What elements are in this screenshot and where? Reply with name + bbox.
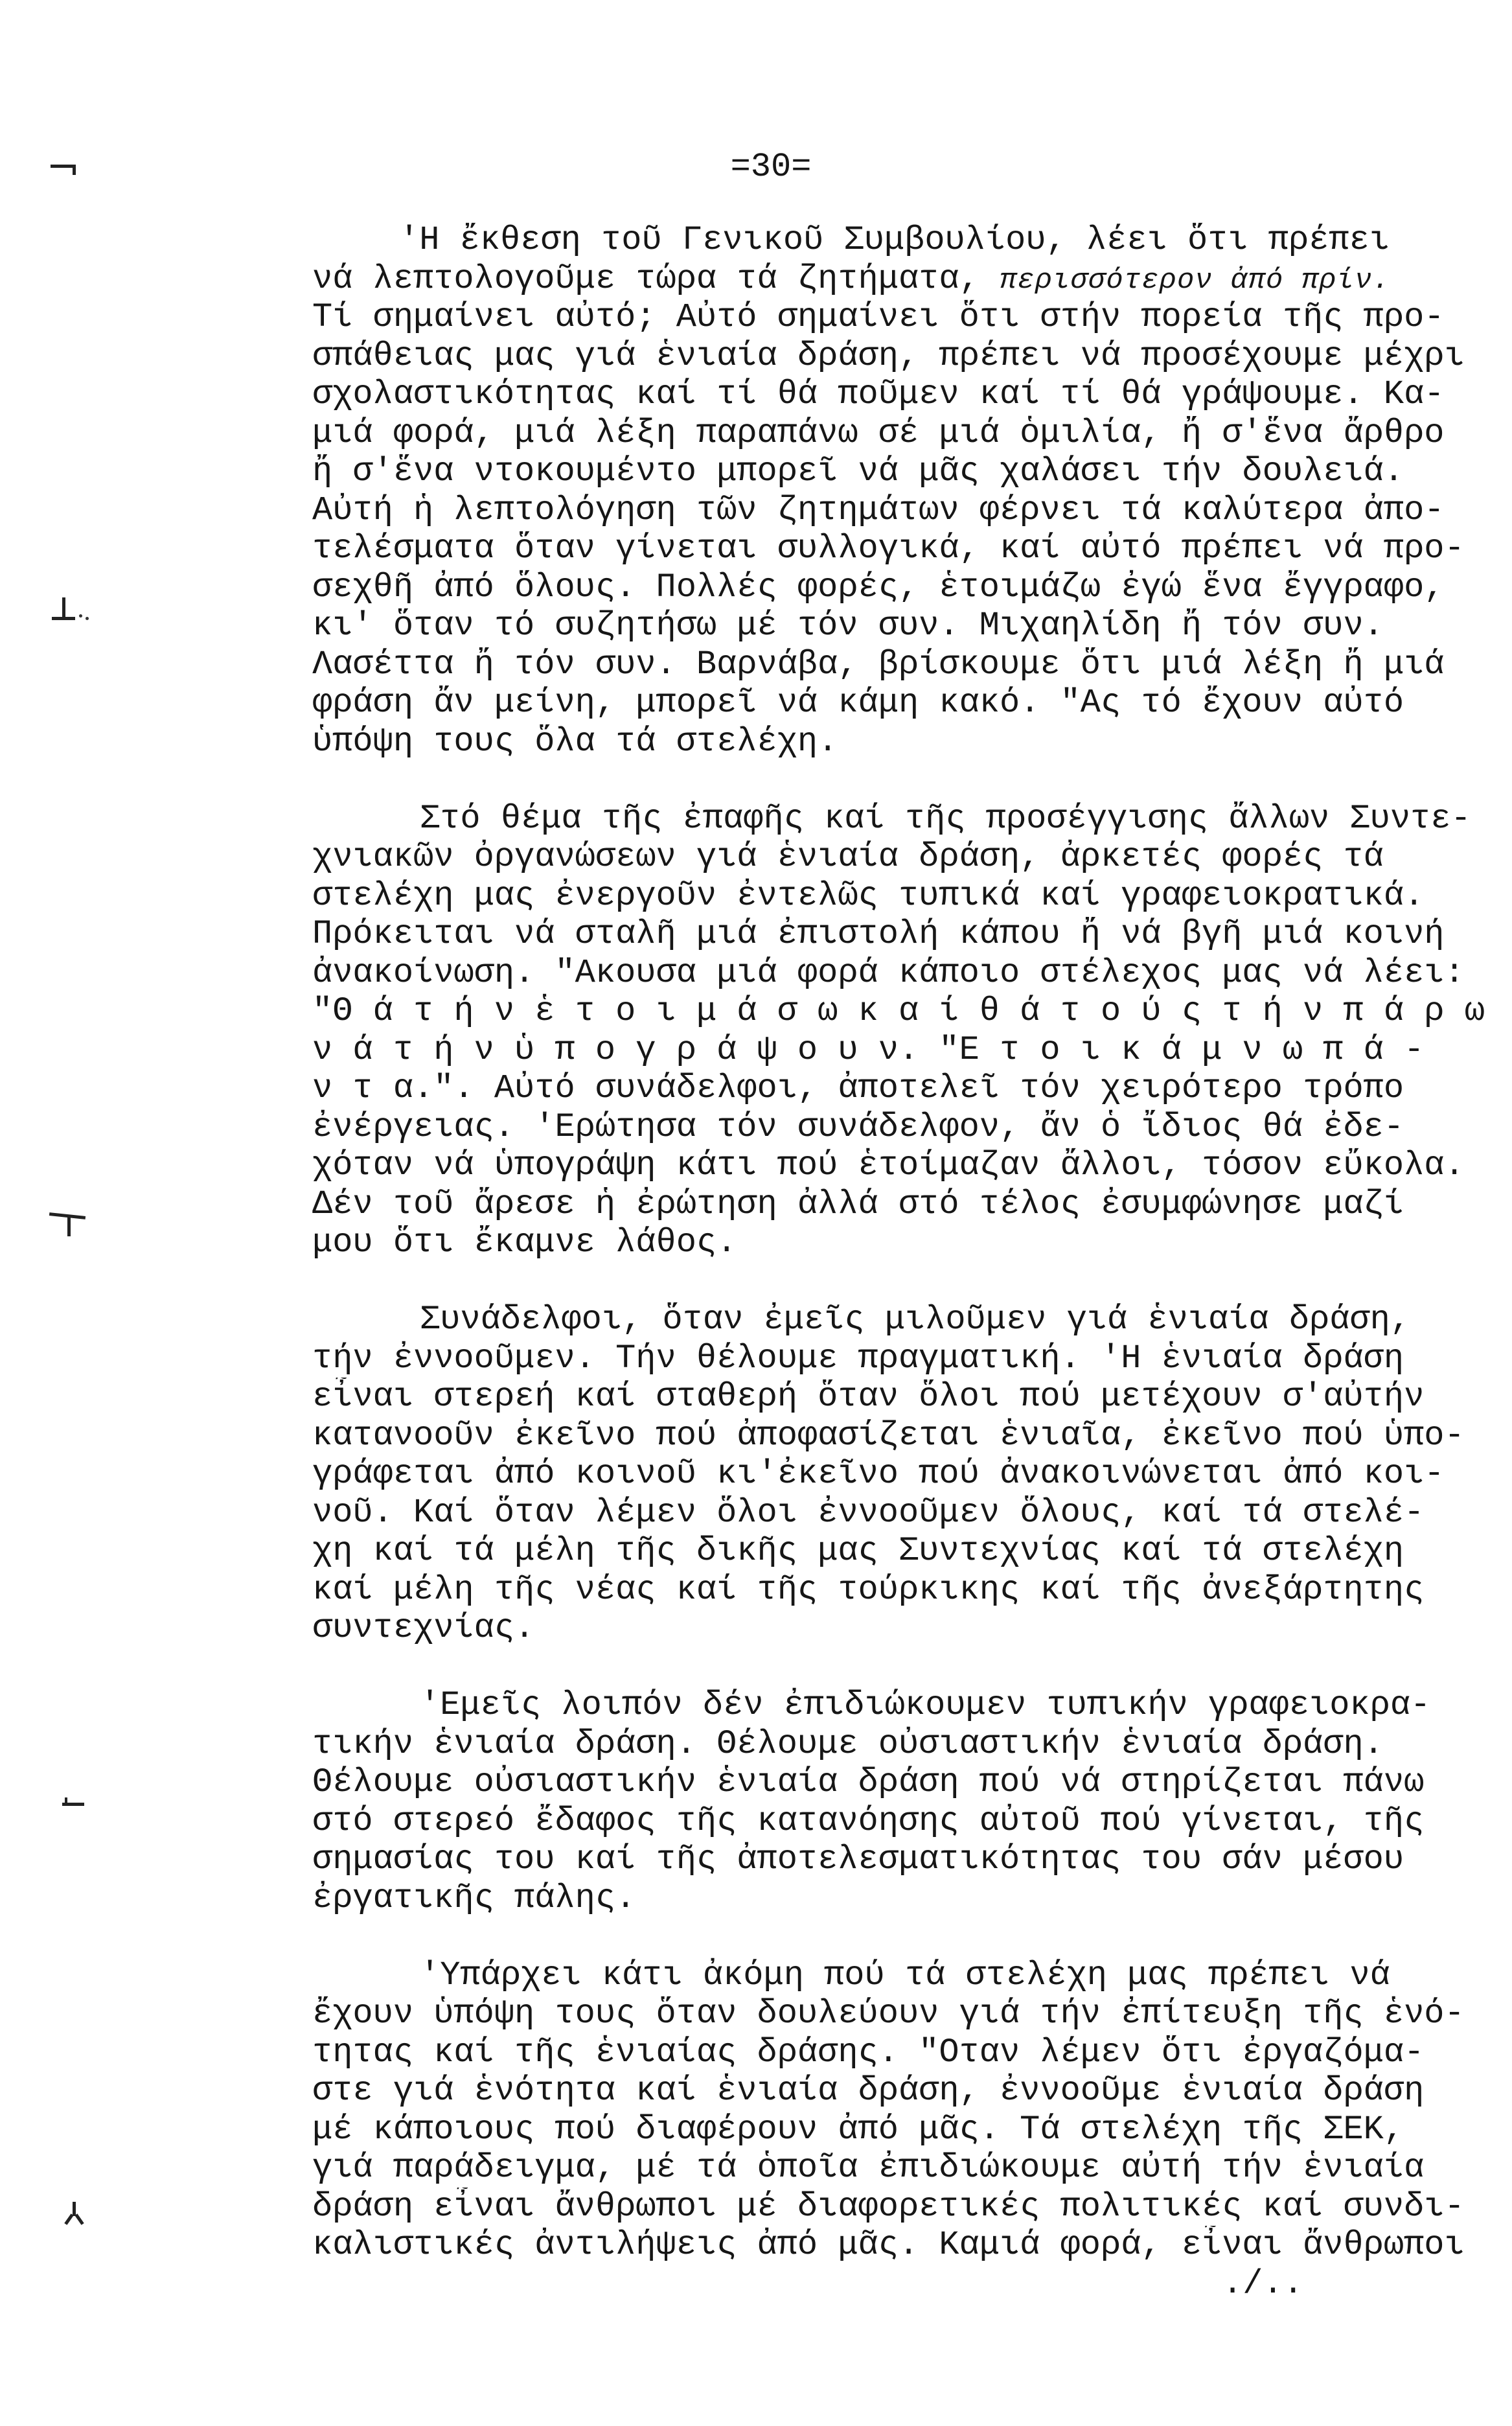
text-line: μέ κάποιους πού διαφέρουν ἀπό μᾶς. Τά στελέχη τῆς ΣΕΚ, [312,2110,1404,2149]
margin-mark-bottom [62,2201,88,2226]
text-line: τελέσματα ὅταν γίνεται συλλογικά, καί αὐτό πρέπει νά προ- [312,529,1465,568]
text-line: 'Εμεῖς λοιπόν δέν ἐπιδιώκουμεν τυπικήν γραφειοκρα- [420,1686,1431,1724]
text-line: ἀνακοίνωση. "Ακουσα μιά φορά κάποιο στέλεχος μας νά λέει: [312,953,1465,992]
text-line: μιά φορά, μιά λέξη παραπάνω σέ μιά ὁμιλία, ἤ σ'ἕνα ἄρθρο [312,413,1445,452]
paragraph [312,1686,1498,1917]
text-line: στό στερεό ἔδαφος τῆς κατανόησης αὐτοῦ πού γίνεται, τῆς [312,1801,1425,1840]
text-line: Λασέττα ἤ τόν συν. Βαρνάβα, βρίσκουμε ὅτι μιά λέξη ἤ μιά [312,645,1445,684]
text-line: Στό θέμα τῆς ἐπαφῆς καί τῆς προσέγγισης ἄλλων Συντε- [420,799,1471,838]
text-line: 'Υπάρχει κάτι ἀκόμη πού τά στελέχη μας πρέπει νά [420,1956,1390,1994]
text-line: κατανοοῦν ἐκεῖνο πού ἀποφασίζεται ἑνιαῖα, ἐκεῖνο πού ὑπο- [312,1416,1465,1455]
text-line-spaced: "Θ ά τ ή ν ἑ τ ο ι μ ά σ ω κ α ί θ ά τ ο ύ ς τ ή ν π ά ρ ω [312,992,1485,1030]
margin-mark-stroke [52,617,75,620]
text-line: Τί σημαίνει αὐτό; Αὐτό σημαίνει ὅτι στήν πορεία τῆς προ- [312,298,1445,336]
margin-mark-stroke [73,165,76,175]
margin-mark-middle [49,1213,88,1239]
text-line: σπάθειας μας γιά ἑνιαία δράση, πρέπει νά προσέχουμε μέχρι [312,336,1465,375]
text-line: 'Η ἔκθεση τοῦ Γενικοῦ Συμβουλίου, λέει ὅτι πρέπει [399,221,1390,259]
paragraph [312,1956,1498,2304]
text-line: καί μέλη τῆς νέας καί τῆς τούρκικης καί τῆς ἀνεξάρτητης [312,1570,1425,1609]
text-line: ἔχουν ὑπόψη τους ὅταν δουλεύουν γιά τήν ἐπίτευξη τῆς ἑνό- [312,1994,1465,2033]
text-line: φράση ἄν μείνη, μπορεῖ νά κάμη κακό. "Ας τό ἔχουν αὐτό [312,684,1404,722]
text-line: Αὐτή ἡ λεπτολόγηση τῶν ζητημάτων φέρνει τά καλύτερα ἀπο- [312,491,1445,529]
text-line: γιά παράδειγμα, μέ τά ὁποῖα ἐπιδιώκουμε αὐτή τήν ἑνιαία [312,2149,1425,2187]
text-line: τητας καί τῆς ἑνιαίας δράσης. "Οταν λέμεν ὅτι ἐργαζόμα- [312,2033,1425,2072]
text-line: χνιακῶν ὀργανώσεων γιά ἑνιαία δράση, ἀρκετές φορές τά [312,838,1384,876]
margin-mark-stroke [51,165,75,168]
margin-mark-stroke [65,1797,67,1804]
text-line: στελέχη μας ἐνεργοῦν ἐντελῶς τυπικά καί γραφειοκρατικά. [312,876,1425,915]
margin-mark-top [51,162,80,178]
inserted-text: περισσότερον ἀπό πρίν. [999,264,1390,297]
text-line: γράφεται ἀπό κοινοῦ κι'ἐκεῖνο πού ἀνακοινώνεται ἀπό κοι- [312,1455,1445,1493]
text-line: νοῦ. Καί ὅταν λέμεν ὅλοι ἐννοοῦμεν ὅλους, καί τά στελέ- [312,1493,1425,1532]
text-line: Δέν τοῦ ἄρεσε ἡ ἐρώτηση ἀλλά στό τέλος ἐσυμφώνησε μαζί [312,1184,1404,1223]
text-line: Συνάδελφοι, ὅταν ἐμεῖς μιλοῦμεν γιά ἑνιαία δράση, [420,1300,1411,1339]
text-line: δράση εἶναι ἄνθρωποι μέ διαφορετικές πολιτικές καί συνδι- [312,2187,1465,2226]
text-line: σχολαστικότητας καί τί θά ποῦμεν καί τί θά γράψουμε. Κα- [312,375,1445,413]
margin-mark-stroke [74,2213,84,2225]
paragraph [312,800,1498,1262]
text-line: καλιστικές ἀντιλήψεις ἀπό μᾶς. Καμιά φορά, εἶναι ἄνθρωποι [312,2226,1465,2264]
text-line-main: νά λεπτολογοῦμε τώρα τά ζητήματα, [312,259,1000,298]
page-number: =30= [730,148,812,186]
document-body [312,221,1498,2303]
continuation-mark: ./.. [1222,2264,1303,2303]
text-line: μου ὅτι ἔκαμνε λάθος. [312,1223,737,1262]
text-line: εἶναι στερεή καί σταθερή ὅταν ὅλοι πού μετέχουν σ'αὐτήν [312,1378,1425,1416]
paragraph [312,221,1498,761]
text-line: σεχθῆ ἀπό ὅλους. Πολλές φορές, ἑτοιμάζω ἐγώ ἕνα ἔγγραφο, [312,568,1445,606]
text-line: ν τ α.". Αὐτό συνάδελφοι, ἀποτελεῖ τόν χειρότερο τρόπο [312,1069,1404,1107]
text-line: σημασίας του καί τῆς ἀποτελεσματικότητας του σάν μέσου [312,1840,1404,1878]
text-line: στε γιά ἑνότητα καί ἑνιαία δράση, ἐννοοῦμε ἑνιαία δράση [312,2072,1425,2110]
text-line: τικήν ἑνιαία δράση. Θέλουμε οὐσιαστικήν ἑνιαία δράση. [312,1724,1384,1763]
text-line: ἐργατικῆς πάλης. [312,1878,636,1917]
text-line: ἐνέργειας. 'Ερώτησα τόν συνάδελφον, ἄν ὁ ἴδιος θά ἐδε- [312,1107,1404,1146]
margin-mark-stroke [67,1217,71,1236]
text-line-spaced: ν ά τ ή ν ὑ π ο γ ρ ά ψ ο υ ν. "Ε τ ο ι κ ά μ ν ω π ά - [312,1030,1425,1069]
text-line: Πρόκειται νά σταλῆ μιά ἐπιστολή κάπου ἤ νά βγῆ μιά κοινή [312,915,1445,953]
text-line: Θέλουμε οὐσιαστικήν ἑνιαία δράση πού νά στηρίζεται πάνω [312,1763,1425,1801]
margin-mark-stroke [64,2213,73,2225]
text-line: ὑπόψη τους ὅλα τά στελέχη. [312,722,838,761]
text-line: χόταν νά ὑπογράψη κάτι πού ἑτοίμαζαν ἄλλοι, τόσον εὔκολα. [312,1146,1465,1184]
margin-mark-stroke [73,2202,76,2216]
margin-mark-lower [62,1797,88,1810]
text-line: τήν ἐννοοῦμεν. Τήν θέλουμε πραγματική. 'Η ἑνιαία δράση [312,1339,1404,1378]
paragraph [312,1300,1498,1648]
margin-mark-dot [86,617,89,620]
text-line: συντεχνίας. [312,1609,535,1647]
text-line [312,260,1498,299]
margin-mark-stroke [62,597,65,618]
margin-mark-dot [79,614,82,618]
text-line: κι' ὅταν τό συζητήσω μέ τόν συν. Μιχαηλίδη ἤ τόν συν. [312,606,1384,645]
text-line: ἤ σ'ἕνα ντοκουμέντο μπορεῖ νά μᾶς χαλάσει τήν δουλειά. [312,452,1404,491]
margin-mark-upper [52,597,91,623]
text-line: χη καί τά μέλη τῆς δικῆς μας Συντεχνίας καί τά στελέχη [312,1532,1404,1570]
